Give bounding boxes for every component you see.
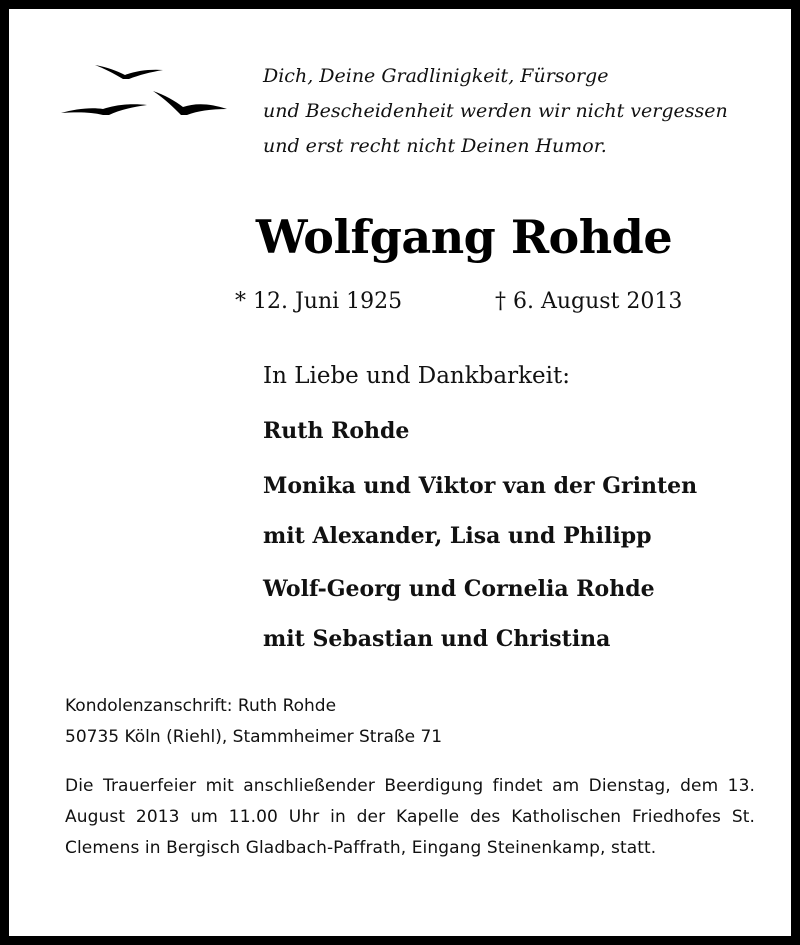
deceased-name: Wolfgang Rohde [255, 210, 673, 264]
quote-line: und erst recht nicht Deinen Humor. [263, 135, 607, 157]
mourner-line: Monika und Viktor van der Grinten [263, 473, 698, 499]
birth-date: * 12. Juni 1925 [235, 289, 403, 314]
quote-line: Dich, Deine Gradlinigkeit, Fürsorge [263, 65, 609, 87]
condolence-address [65, 691, 755, 753]
quote-line: und Bescheidenheit werden wir nicht vergessen [263, 100, 728, 122]
mourner-line: mit Alexander, Lisa und Philipp [263, 523, 652, 549]
condolence-line: 50735 Köln (Riehl), Stammheimer Straße 71 [65, 727, 443, 747]
mourner-line: mit Sebastian und Christina [263, 626, 611, 652]
condolence-line: Kondolenzanschrift: Ruth Rohde [65, 696, 337, 716]
death-date: † 6. August 2013 [495, 289, 683, 314]
mourner-family [263, 461, 697, 561]
mourners-intro: In Liebe und Dankbarkeit: [263, 363, 570, 389]
mourner-line: Ruth Rohde [263, 418, 410, 444]
birds-icon [57, 57, 237, 127]
mourner-line: Wolf-Georg und Cornelia Rohde [263, 576, 655, 602]
mourner-family [263, 564, 655, 664]
mourner-family [263, 406, 409, 456]
funeral-notice: Die Trauerfeier mit anschließender Beerdigung findet am Dienstag, dem 13. August 2013 um 11.00 Uhr in der Kapelle des Katholischen Friedhofes St. Clemens in Bergisch Gladbach-Paffrath, Eingang Steinenkamp, statt. [65, 776, 755, 858]
memorial-quote [263, 59, 783, 164]
